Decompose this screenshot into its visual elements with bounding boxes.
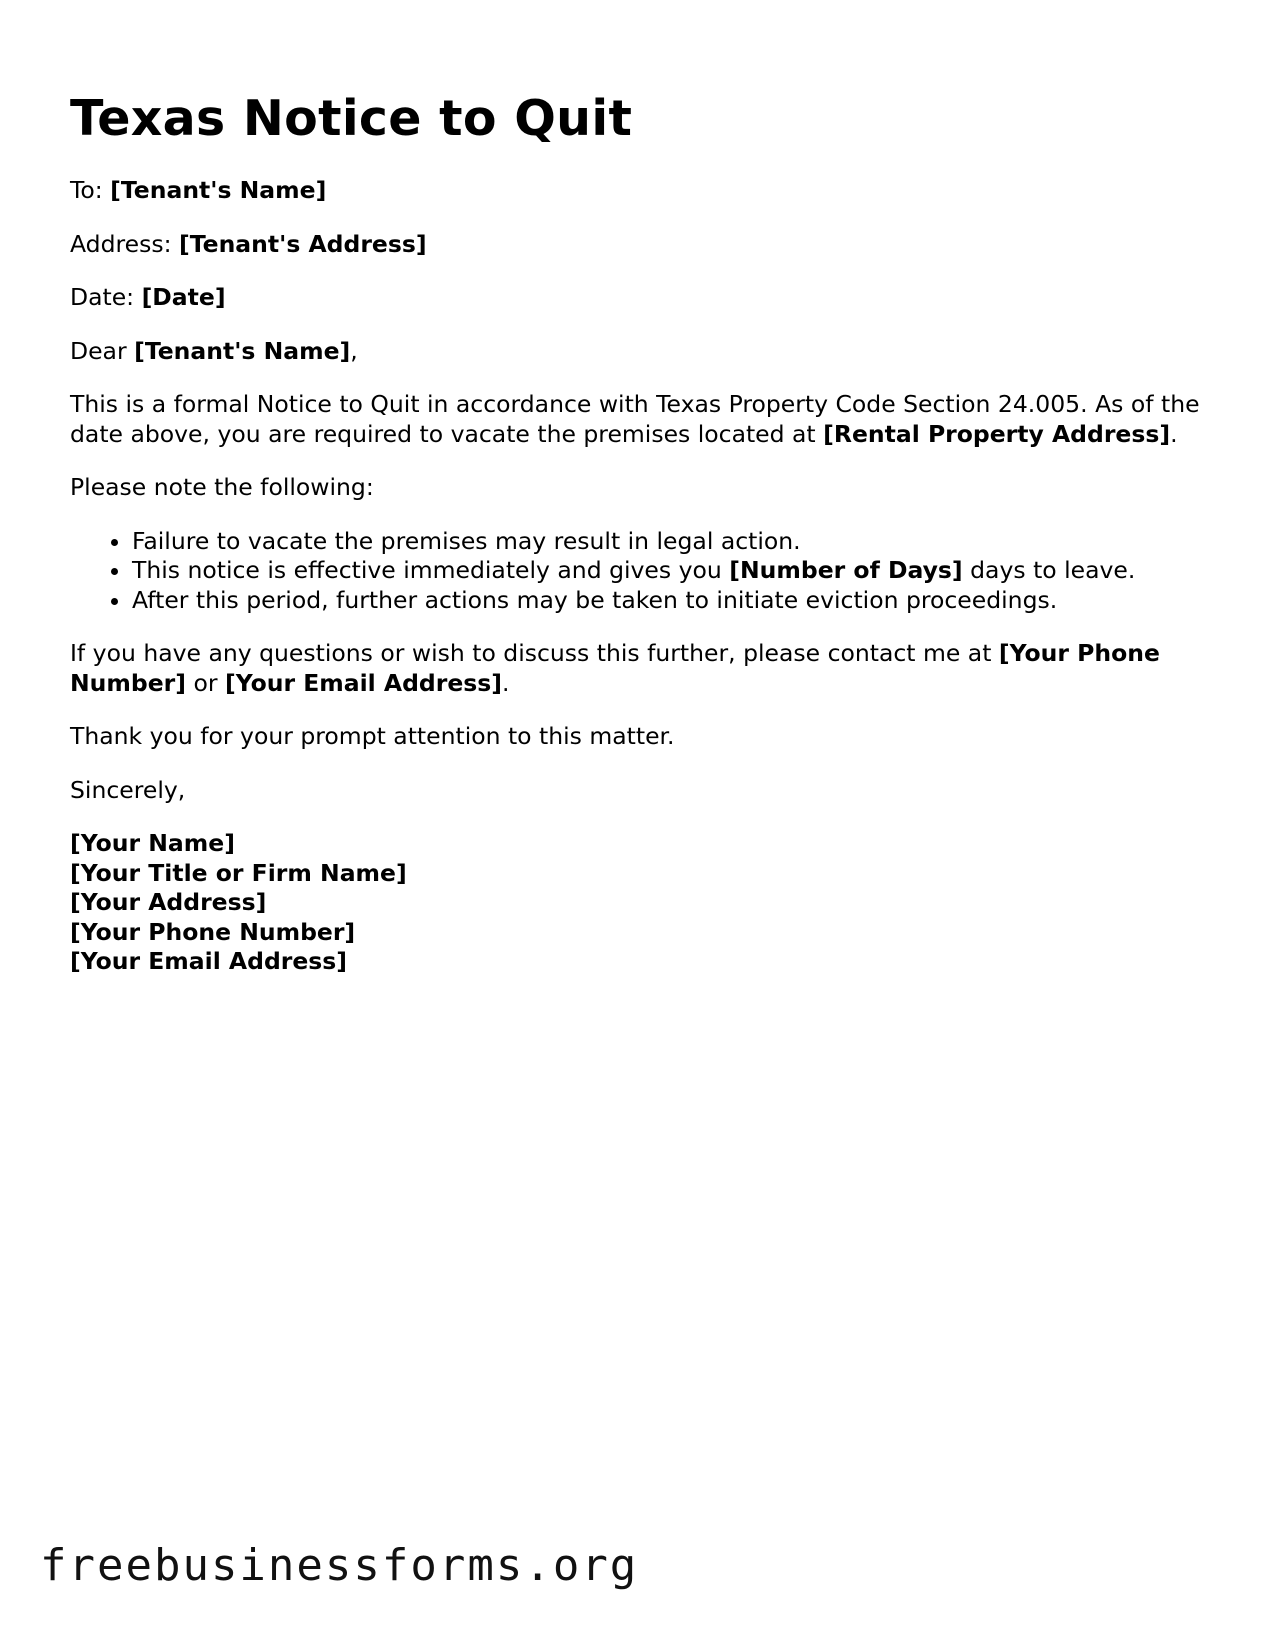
to-line [70,176,1200,206]
contact-text-1: If you have any questions or wish to discuss this further, please contact me at [70,639,999,667]
date-field: [Date] [141,283,226,311]
tenant-name-field: [Tenant's Name] [110,176,327,204]
signature-title: [Your Title or Firm Name] [70,858,407,887]
contact-text-3: . [501,668,510,697]
number-of-days-field: [Number of Days] [729,556,963,584]
contact-paragraph [70,639,1200,698]
thanks-line: Thank you for your prompt attention to this matter. [70,722,675,750]
tenant-address-field: [Tenant's Address] [178,229,427,258]
bullet-2-suffix: days to leave. [962,556,1136,584]
address-label: Address: [70,229,179,258]
to-label: To: [70,176,111,204]
salutation [70,337,1200,367]
rental-property-address-field: [Rental Property Address] [823,419,1171,448]
note-intro: Please note the following: [70,473,374,501]
contact-text-2: or [185,668,225,697]
bullet-item-legal-action [132,527,1200,557]
signature-block [70,829,1200,977]
address-line [70,230,1200,260]
notice-body-paragraph [70,390,1200,449]
date-line [70,283,1200,313]
salutation-tenant-name: [Tenant's Name] [134,336,351,365]
signature-address: [Your Address] [70,888,267,916]
bullet-item-days-to-leave [132,556,1200,586]
signature-phone: [Your Phone Number] [70,917,356,946]
contact-phone-field: [Your Phone Number] [70,639,1160,697]
salutation-suffix: , [350,336,358,365]
signature-email: [Your Email Address] [70,947,348,975]
date-label: Date: [70,283,142,311]
document-title: Texas Notice to Quit [70,90,633,147]
site-watermark: freebusinessforms.org [40,1540,639,1591]
document-page [70,0,1200,977]
closing-line: Sincerely, [70,775,186,804]
body-text-2: . [1170,419,1178,448]
salutation-prefix: Dear [70,336,135,365]
bullet-1-text: Failure to vacate the premises may result in legal action. [132,526,801,555]
body-text-1: This is a formal Notice to Quit in accordance with Texas Property Code Section 24.005. As of the date above, you are required to vacate the premises located at [70,390,1200,448]
notice-bullet-list [70,527,1200,616]
bullet-item-eviction [132,586,1200,616]
signature-name: [Your Name] [70,829,235,857]
bullet-2-prefix: This notice is effective immediately and gives you [132,556,730,584]
bullet-3-text: After this period, further actions may be taken to initiate eviction proceedings. [132,585,1058,614]
contact-email-field: [Your Email Address] [224,668,502,697]
